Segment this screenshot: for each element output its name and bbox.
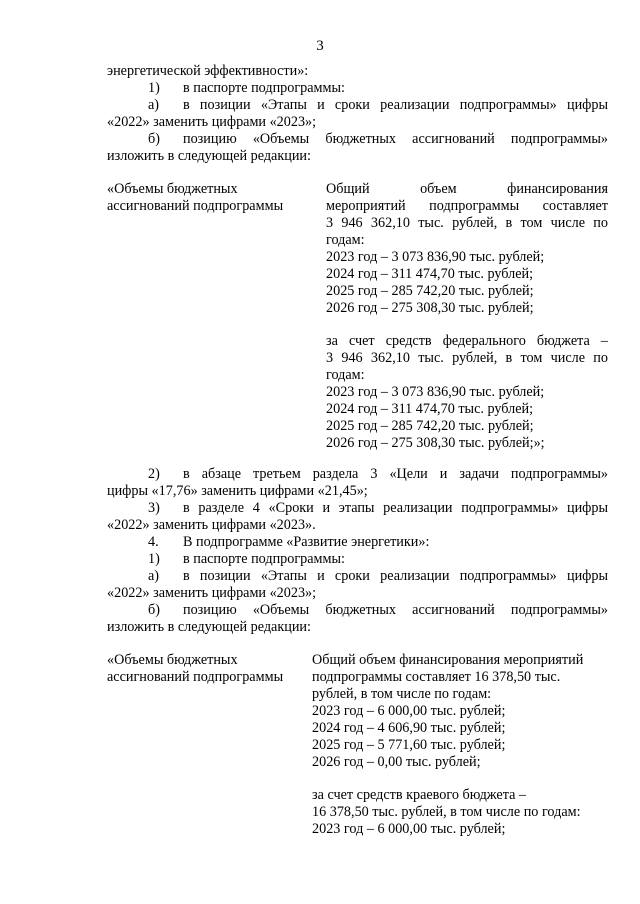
item-text-line1: позицию «Объемы бюджетных ассигнований подпрограммы» [183,602,608,618]
table2-right-line: 2023 год – 6 000,00 тыс. рублей; [312,821,506,837]
item-number: 2) [148,466,160,482]
page-number: 3 [316,38,324,54]
item-text-line2: изложить в следующей редакции: [107,619,311,635]
table1-right-line: 2024 год – 311 474,70 тыс. рублей; [326,401,534,417]
table1-right-line: годам: [326,232,365,248]
item-text-line2: «2022» заменить цифрами «2023». [107,517,316,533]
table1-right-line: 2025 год – 285 742,20 тыс. рублей; [326,283,534,299]
table1-right-line: 2023 год – 3 073 836,90 тыс. рублей; [326,249,545,265]
item-number: б) [148,602,160,618]
table2-right-line: 2024 год – 4 606,90 тыс. рублей; [312,720,506,736]
item-text-line1: в разделе 4 «Сроки и этапы реализации подпрограммы» цифры [183,500,608,516]
item-number: а) [148,97,160,113]
table2-right-line: 16 378,50 тыс. рублей, в том числе по годам: [312,804,581,820]
item-text-line2: изложить в следующей редакции: [107,148,311,164]
table1-right-line: за счет средств федерального бюджета – [326,333,608,349]
table2-right-line: подпрограммы составляет 16 378,50 тыс. [312,669,561,685]
item-text-line1: в позиции «Этапы и сроки реализации подпрограммы» цифры [183,97,608,113]
table1-left-label-line2: ассигнований подпрограммы [107,198,284,214]
table2-right-line: 2023 год – 6 000,00 тыс. рублей; [312,703,506,719]
table1-right-line: годам: [326,367,365,383]
table1-right-line: 2023 год – 3 073 836,90 тыс. рублей; [326,384,545,400]
table1-right-line: 3 946 362,10 тыс. рублей, в том числе по [326,350,608,366]
table1-right-line: 2026 год – 275 308,30 тыс. рублей; [326,300,534,316]
item-text-line1: в абзаце третьем раздела 3 «Цели и задачи подпрограммы» [183,466,608,482]
table1-right-line: 2025 год – 285 742,20 тыс. рублей; [326,418,534,434]
item-text-line2: цифры «17,76» заменить цифрами «21,45»; [107,483,368,499]
table1-left-label-line1: «Объемы бюджетных [107,181,238,197]
intro-line: энергетической эффективности»: [107,63,309,79]
item-number: 1) [148,551,160,567]
table1-right-line: 2024 год – 311 474,70 тыс. рублей; [326,266,534,282]
table1-right-line: Общий объем финансирования [326,181,608,197]
item-text: В подпрограмме «Развитие энергетики»: [183,534,430,550]
item-text-line2: «2022» заменить цифрами «2023»; [107,114,317,130]
item-number: а) [148,568,160,584]
item-text-line1: позицию «Объемы бюджетных ассигнований подпрограммы» [183,131,608,147]
item-number: 4. [148,534,159,550]
item-number: б) [148,131,160,147]
table2-right-line: рублей, в том числе по годам: [312,686,492,702]
table1-right-line: мероприятий подпрограммы составляет [326,198,608,214]
table2-right-line: 2026 год – 0,00 тыс. рублей; [312,754,481,770]
table2-right-line: 2025 год – 5 771,60 тыс. рублей; [312,737,506,753]
table1-right-line: 3 946 362,10 тыс. рублей, в том числе по [326,215,608,231]
item-text: в паспорте подпрограммы: [183,551,345,567]
item-text-line2: «2022» заменить цифрами «2023»; [107,585,317,601]
table2-left-label-line2: ассигнований подпрограммы [107,669,284,685]
item-number: 1) [148,80,160,96]
item-number: 3) [148,500,160,516]
table2-right-line: Общий объем финансирования мероприятий [312,652,584,668]
table2-right-line: за счет средств краевого бюджета – [312,787,527,803]
table2-left-label-line1: «Объемы бюджетных [107,652,238,668]
item-text-line1: в позиции «Этапы и сроки реализации подпрограммы» цифры [183,568,608,584]
table1-right-line: 2026 год – 275 308,30 тыс. рублей;»; [326,435,545,451]
item-text: в паспорте подпрограммы: [183,80,345,96]
